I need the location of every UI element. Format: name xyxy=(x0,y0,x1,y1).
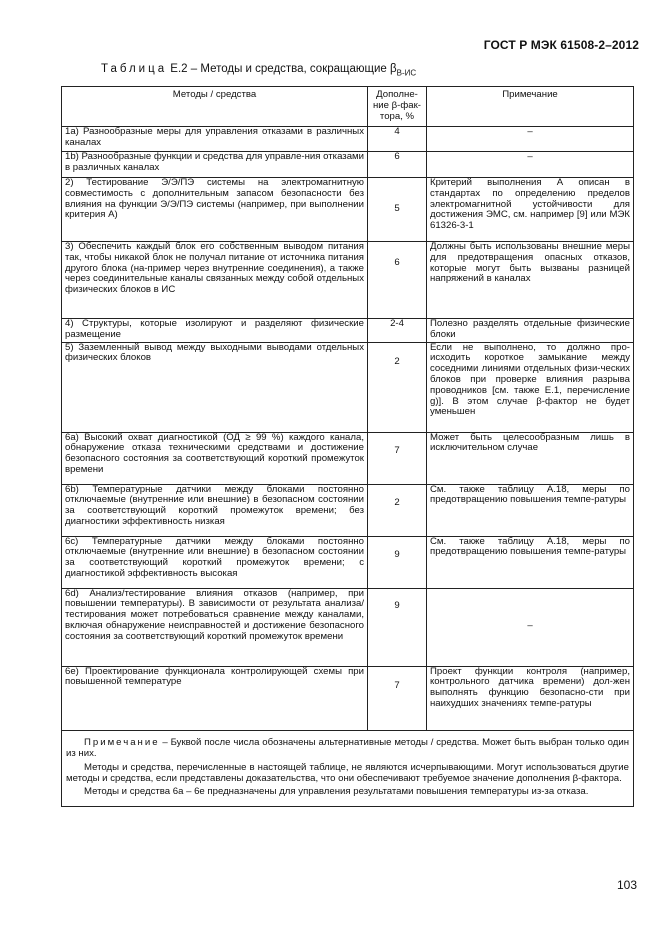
table-row xyxy=(62,536,634,588)
method-cell: 2) Тестирование Э/Э/ПЭ системы на электромагнитную совместимость с дополнительным запасом безопасности без влияния на функции Э/Э/ПЭ системы (например, при выполнении критерия А) xyxy=(62,178,368,242)
table-row xyxy=(62,342,634,432)
method-cell: 4) Структуры, которые изолируют и разделяют физические размещение xyxy=(62,319,368,343)
note-paragraph-3: Методы и средства 6a – 6e предназначены для управления результатами повышения температуры из-за отказа. xyxy=(84,786,589,798)
note-cell: – xyxy=(427,152,634,178)
table-notes-row xyxy=(62,730,634,806)
table-row xyxy=(62,588,634,666)
table-row xyxy=(62,242,634,319)
table-row xyxy=(62,666,634,730)
note-paragraph-1 xyxy=(66,737,629,759)
beta-cell: 6 xyxy=(368,242,427,319)
method-cell: 3) Обеспечить каждый блок его собственным выводом питания так, чтобы никакой блок не получал питание от источника питания другого блока (на-пример через внутренние соединения), а также через соединительные каналы связанных между собой отдельных физических блоков в ИС xyxy=(62,242,368,319)
method-cell: 6a) Высокий охват диагностикой (ОД ≥ 99 %) каждого канала, обнаружение отказа техническими средствами и достижение безопасного состояния за соответствующий короткий промежуток времени xyxy=(62,432,368,484)
note-cell: – xyxy=(427,588,634,666)
beta-cell: 2-4 xyxy=(368,319,427,343)
method-cell: 6c) Температурные датчики между блоками постоянно отключаемые (внутренние или внешние) в безопасном состоянии за соответствующий короткий промежуток времени; с диагностикой эффективность высокая xyxy=(62,536,368,588)
table-row xyxy=(62,432,634,484)
table-row xyxy=(62,152,634,178)
caption-subscript: В-ИС xyxy=(396,68,417,78)
table-row xyxy=(62,484,634,536)
caption-word: Таблица xyxy=(101,63,168,75)
note-cell: Проект функции контроля (например, контрольного датчика времени) дол-жен выполнять функцию безопасно-сти при наихудших значениях темпе-ратуры xyxy=(427,666,634,730)
note-cell: См. также таблицу А.18, меры по предотвращению повышения темпе-ратуры xyxy=(427,484,634,536)
note-cell: См. также таблицу А.18, меры по предотвращению повышения темпе-ратуры xyxy=(427,536,634,588)
page-number: 103 xyxy=(616,878,637,892)
beta-cell: 4 xyxy=(368,127,427,152)
note-cell: Может быть целесообразным лишь в исключительном случае xyxy=(427,432,634,484)
note-cell: Критерий выполнения А описан в стандартах по определению пределов электромагнитной устойчивости для достижения ЭМС, см. например [9] или МЭК 61326-3-1 xyxy=(427,178,634,242)
method-cell: 1a) Разнообразные меры для управления отказами в различных каналах xyxy=(62,127,368,152)
method-cell: 1b) Разнообразные функции и средства для управле-ния отказами в различных каналах xyxy=(62,152,368,178)
beta-cell: 7 xyxy=(368,432,427,484)
note-label: Примечание xyxy=(84,736,160,748)
method-cell: 6d) Анализ/тестирование влияния отказов (например, при повышении температуры). В зависимости от результата анализа/тестирования может потребоваться сравнение между каналами, включая обнаружение неисправностей и достижение безопасного состояния за соответствующий короткий промежуток времени xyxy=(62,588,368,666)
note-cell: Должны быть использованы внешние меры для предотвращения опасных отказов, которые могут быть вызваны разницей напряжений в каналах xyxy=(427,242,634,319)
header-beta: Дополне-ние β-фак-тора, % xyxy=(368,87,427,127)
beta-cell: 9 xyxy=(368,536,427,588)
caption-number: Е.2 xyxy=(170,63,188,75)
methods-table xyxy=(61,86,634,807)
table-row xyxy=(62,319,634,343)
table-row xyxy=(62,178,634,242)
header-methods: Методы / средства xyxy=(62,87,368,127)
table-header-row xyxy=(62,87,634,127)
note-cell: Если не выполнено, то должно про-исходить короткое замыкание между соседними линиями отдельных физи-ческих блоков при проверке влияния разрыва проводников [см. также Е.1, перечисление g)]. В этом случае β-фактор не будет уменьшен xyxy=(427,342,634,432)
beta-cell: 9 xyxy=(368,588,427,666)
note-text-1: – Буквой после числа обозначены альтернативные методы / средства. Может быть выбран только один из них. xyxy=(66,736,629,759)
caption-text: – Методы и средства, сокращающие β xyxy=(190,63,397,75)
beta-cell: 7 xyxy=(368,666,427,730)
beta-cell: 2 xyxy=(368,484,427,536)
table-notes xyxy=(62,730,634,806)
note-cell: Полезно разделять отдельные физические блоки xyxy=(427,319,634,343)
method-cell: 6b) Температурные датчики между блоками постоянно отключаемые (внутренние или внешние) в безопасном состоянии за соответствующий короткий промежуток времени; без диагностики эффективность низкая xyxy=(62,484,368,536)
beta-cell: 6 xyxy=(368,152,427,178)
method-cell: 5) Заземленный вывод между выходными выводами отдельных физических блоков xyxy=(62,342,368,432)
table-row xyxy=(62,127,634,152)
method-cell: 6e) Проектирование функционала контролирующей схемы при повышенной температуре xyxy=(62,666,368,730)
header-note: Примечание xyxy=(427,87,634,127)
beta-cell: 5 xyxy=(368,178,427,242)
note-paragraph-2: Методы и средства, перечисленные в настоящей таблице, не являются исчерпывающими. Могут использоваться другие методы и средства, если представлены доказательства, что они обеспечивают требуемое значение дополнения β-фактора. xyxy=(66,762,629,785)
beta-cell: 2 xyxy=(368,342,427,432)
note-cell: – xyxy=(427,127,634,152)
standard-header: ГОСТ Р МЭК 61508-2–2012 xyxy=(483,38,639,52)
table-caption xyxy=(101,63,416,77)
